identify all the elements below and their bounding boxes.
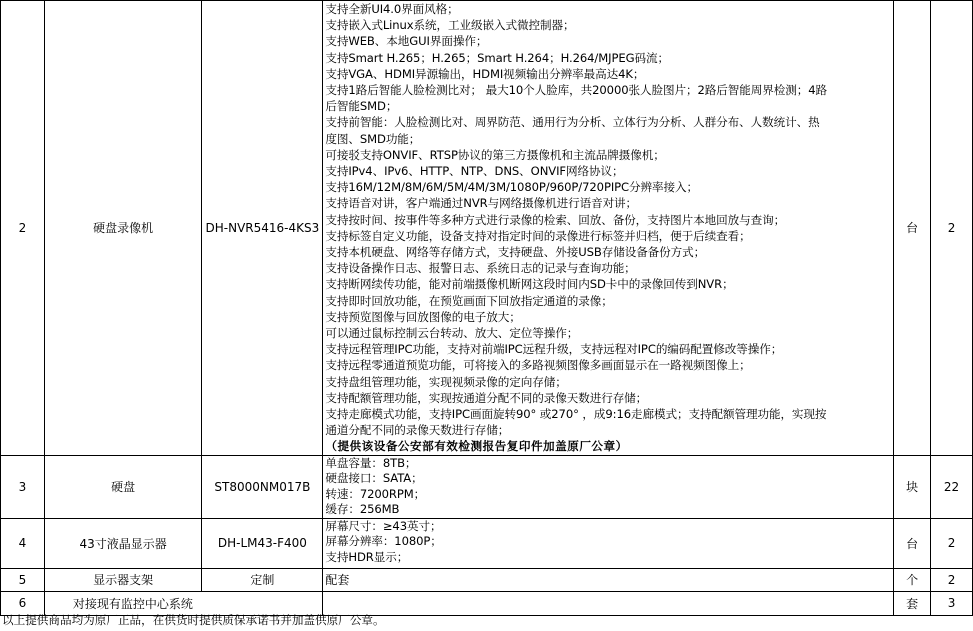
row-4-name: 43寸液晶显示器 bbox=[44, 518, 202, 568]
row-6-name: 对接现有监控中心系统 bbox=[44, 591, 322, 615]
table-row-4 bbox=[1, 518, 973, 568]
spec-line: 单盘容量：8TB； bbox=[325, 455, 417, 470]
row-6-spec bbox=[323, 591, 894, 615]
row-3-no: 3 bbox=[1, 455, 45, 518]
spec-line: 支持IPv4、IPv6、HTTP、NTP、DNS、ONVIF网络协议； bbox=[325, 164, 624, 179]
spec-line: 支持1路后智能人脸检测比对； 最大10个人脸库，共20000张人脸图片；2路后智能周界检测；4路 bbox=[325, 83, 827, 98]
row-2-qty: 2 bbox=[931, 1, 973, 456]
table-row-3 bbox=[1, 455, 973, 518]
spec-line: 支持按时间、按事件等多种方式进行录像的检索、回放、备份，支持图片本地回放与查询； bbox=[325, 212, 786, 227]
row-4-qty: 2 bbox=[931, 518, 973, 568]
spec-line: 度图、SMD功能； bbox=[325, 131, 421, 146]
spec-line: 转速：7200RPM； bbox=[325, 486, 426, 501]
spec-line: 支持全新UI4.0界面风格； bbox=[325, 2, 459, 16]
spec-line: 支持远程管理IPC功能，支持对前端IPC远程升级，支持远程对IPC的编码配置修改等操作； bbox=[325, 342, 783, 357]
spec-line: 可接驳支持ONVIF、RTSP协议的第三方摄像机和主流品牌摄像机； bbox=[325, 147, 665, 162]
spec-line: 支持盘组管理功能，实现视频录像的定向存储； bbox=[325, 374, 567, 389]
row-2-unit: 台 bbox=[894, 1, 931, 456]
row-4-unit: 台 bbox=[894, 518, 931, 568]
row-3-name: 硬盘 bbox=[44, 455, 202, 518]
row-5-spec: 配套 bbox=[323, 568, 894, 591]
spec-line: 支持本机硬盘、网络等存储方式，支持硬盘、外接USB存储设备备份方式； bbox=[325, 245, 706, 260]
spec-line: 支持Smart H.265；H.265；Smart H.264；H.264/MJPEG码流； bbox=[325, 50, 669, 65]
spec-line: 缓存：256MB bbox=[325, 502, 400, 517]
spec-line: 后智能SMD； bbox=[325, 99, 398, 114]
spec-line: 支持语音对讲，客户端通过NVR与网络摄像机进行语音对讲； bbox=[325, 196, 638, 211]
spec-line: 支持HDR显示； bbox=[325, 549, 409, 564]
spec-line: 支持配额管理功能，实现按通道分配不同的录像天数进行存储； bbox=[325, 390, 648, 405]
row-2-specs bbox=[323, 1, 894, 456]
row-5-model: 定制 bbox=[202, 568, 323, 591]
row-5-unit: 个 bbox=[894, 568, 931, 591]
spec-line: 支持断网续传功能，能对前端摄像机断网这段时间内SD卡中的录像回传到NVR； bbox=[325, 277, 734, 292]
spec-line: 支持走廊模式功能，支持IPC画面旋转90° 或270° ，成9:16走廊模式；支持配额管理功能，实现按 bbox=[325, 407, 827, 422]
row-5-no: 5 bbox=[1, 568, 45, 591]
row-5-name: 显示器支架 bbox=[44, 568, 202, 591]
spec-line: 支持16M/12M/8M/6M/5M/4M/3M/1080P/960P/720PIPC分辨率接入； bbox=[325, 180, 699, 195]
spec-line: 通道分配不同的录像天数进行存储； bbox=[325, 423, 510, 438]
table-row-2 bbox=[1, 1, 973, 456]
row-2-no: 2 bbox=[1, 1, 45, 456]
spec-line: 屏幕尺寸：≥43英寸； bbox=[325, 518, 442, 533]
row-3-specs bbox=[323, 455, 894, 518]
spec-line: 屏幕分辨率：1080P； bbox=[325, 534, 442, 549]
spec-line: 支持标签自定义功能，设备支持对指定时间的录像进行标签并归档，便于后续查看； bbox=[325, 228, 751, 243]
row-3-unit: 块 bbox=[894, 455, 931, 518]
row-4-no: 4 bbox=[1, 518, 45, 568]
row-4-specs bbox=[323, 518, 894, 568]
footer-note: 以上提供商品均为原厂正品，在供货时提供质保承诺书并加盖供原厂公章。 bbox=[2, 613, 385, 627]
row-4-model: DH-LM43-F400 bbox=[202, 518, 323, 568]
table-row-5 bbox=[1, 568, 973, 591]
spec-line: 支持WEB、本地GUI界面操作； bbox=[325, 34, 488, 49]
spec-line: 支持嵌入式Linux系统，工业级嵌入式微控制器； bbox=[325, 18, 575, 33]
row-6-no: 6 bbox=[1, 591, 45, 615]
spec-line: 支持前智能：人脸检测比对、周界防范、通用行为分析、立体行为分析、人群分布、人数统计、热 bbox=[325, 115, 820, 130]
row-6-qty: 3 bbox=[931, 591, 973, 615]
row-6-unit: 套 bbox=[894, 591, 931, 615]
spec-line: 硬盘接口：SATA； bbox=[325, 471, 423, 486]
spec-line: 支持设备操作日志、报警日志、系统日志的记录与查询功能； bbox=[325, 261, 636, 276]
spec-line: 可以通过鼠标控制云台转动、放大、定位等操作； bbox=[325, 326, 579, 341]
row-2-name: 硬盘录像机 bbox=[44, 1, 202, 456]
spec-line: 支持VGA、HDMI异源输出，HDMI视频输出分辨率最高达4K； bbox=[325, 66, 645, 81]
row-2-model: DH-NVR5416-4KS3 bbox=[202, 1, 323, 456]
row-5-qty: 2 bbox=[931, 568, 973, 591]
spec-line: 支持即时回放功能，在预览画面下回放指定通道的录像； bbox=[325, 293, 613, 308]
spec-line: 支持远程零通道预览功能，可将接入的多路视频图像多画面显示在一路视频图像上； bbox=[325, 358, 751, 373]
spec-line: 支持预览图像与回放图像的电子放大； bbox=[325, 309, 521, 324]
certification-note: （提供该设备公安部有效检测报告复印件加盖原厂公章） bbox=[325, 439, 628, 454]
row-3-model: ST8000NM017B bbox=[202, 455, 323, 518]
row-3-qty: 22 bbox=[931, 455, 973, 518]
